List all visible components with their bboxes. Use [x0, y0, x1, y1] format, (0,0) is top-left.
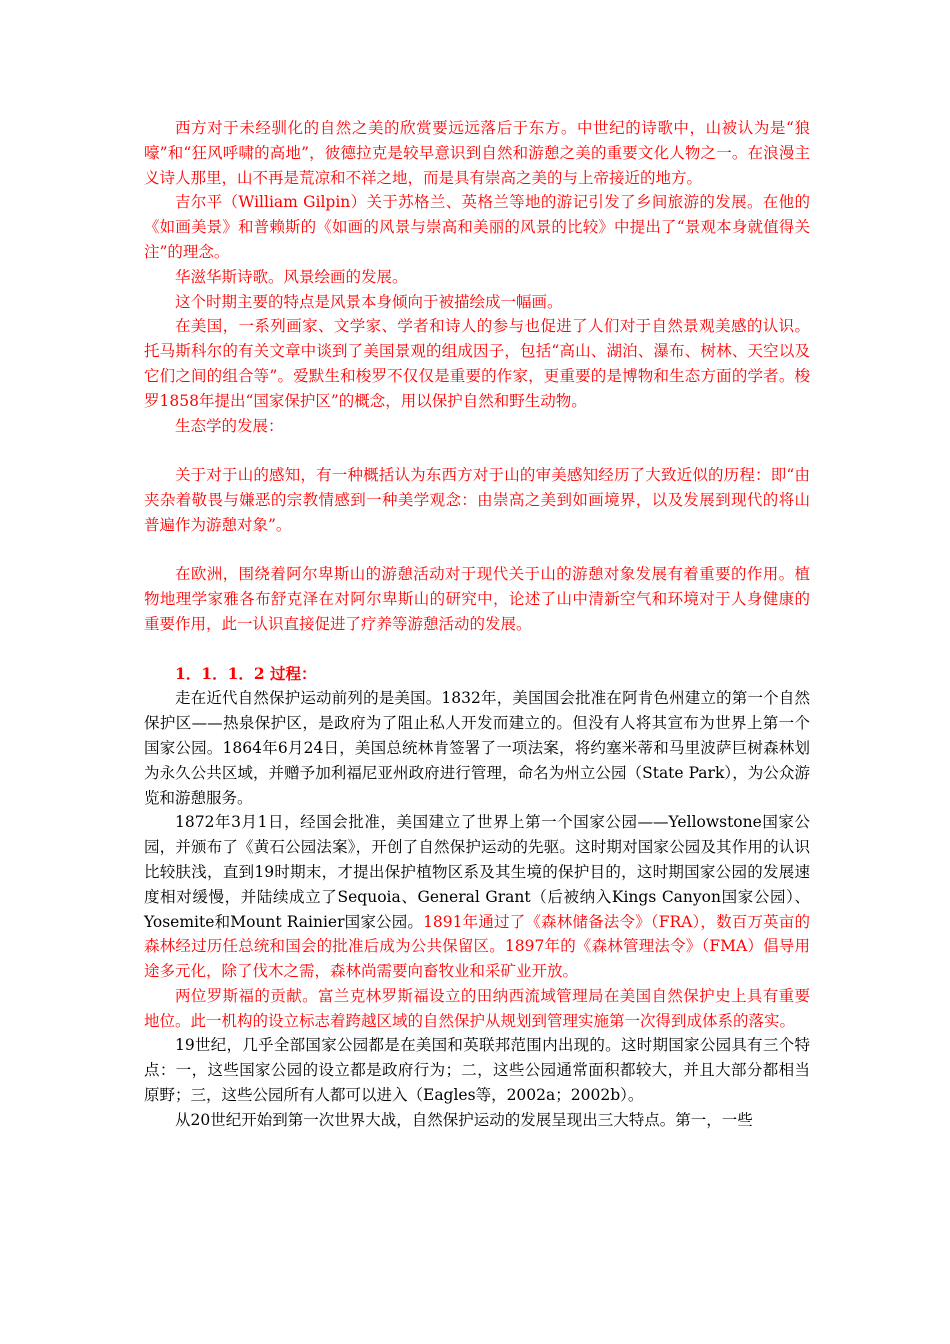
paragraph-western-appreciation: 西方对于未经驯化的自然之美的欣赏要远远落后于东方。中世纪的诗歌中，山被认为是“狼嚎”和“狂风呼啸的高地”，彼德拉克是较早意识到自然和游憩之美的重要文化人物之一。在浪漫主义诗人那里，山不再是荒凉和不祥之地，而是具有崇高之美的与上帝接近的地方。 — [144, 119, 810, 187]
paragraph-ecology: 生态学的发展： — [175, 416, 284, 435]
paragraph-us-leading: 走在近代自然保护运动前列的是美国。1832年，美国国会批准在阿肯色州建立的第一个自然保护区——热泉保护区，是政府为了阻止私人开发而建立的。但没有人将其宣布为世界上第一个国家公园。1864年6月24日，美国总统林肯签署了一项法案，将约塞米蒂和马里波萨巨树森林划为永久公共区域，并赠予加利福尼亚州政府进行管理，命名为州立公园（State Park），为公众游览和游憩服务。 — [144, 689, 810, 807]
paragraph-19th-century: 19世纪，几乎全部国家公园都是在美国和英联邦范围内出现的。这时期国家公园具有三个特点：一，这些国家公园的设立都是政府行为；二，这些公园通常面积都较大，并且大部分都相当原野；三，这些公园所有人都可以进入（Eagles等，2002a；2002b）。 — [144, 1036, 810, 1105]
paragraph-europe-alps: 在欧洲，围绕着阿尔卑斯山的游憩活动对于现代关于山的游憩对象发展有着重要的作用。植物地理学家雅各布舒克泽在对阿尔卑斯山的研究中，论述了山中清新空气和环境对于人身健康的重要作用，此一认识直接促进了疗养等游憩活动的发展。 — [144, 565, 810, 633]
blank-line — [144, 637, 810, 662]
paragraph-america-artists: 在美国，一系列画家、文学家、学者和诗人的参与也促进了人们对于自然景观美感的认识。托马斯科尔的有关文章中谈到了美国景观的组成因子，包括“高山、湖泊、瀑布、树林、天空以及它们之间的组合等”。爱默生和梭罗不仅仅是重要的作家，更重要的是博物和生态方面的学者。梭罗1858年提出“国家保护区”的概念，用以保护自然和野生动物。 — [144, 317, 810, 410]
section-heading: 1．1．1．2 过程： — [175, 663, 317, 683]
paragraph-20th-century: 从20世纪开始到第一次世界大战，自然保护运动的发展呈现出三大特点。第一，一些 — [175, 1110, 753, 1129]
forest-acts-text: 1891年通过了《森林储备法令》（FRA），数百万英亩的森林经过历任总统和国会的批准后成为公共保留区。1897年的《森林管理法令》（FMA）倡导用途多元化，除了伐木之需，森林尚需要向畜牧业和采矿业开放。 — [144, 912, 810, 981]
paragraph-roosevelt: 两位罗斯福的贡献。富兰克林罗斯福设立的田纳西流域管理局在美国自然保护史上具有重要地位。此一机构的设立标志着跨越区域的自然保护从规划到管理实施第一次得到成体系的落实。 — [144, 986, 810, 1030]
paragraph-wordsworth: 华滋华斯诗歌。风景绘画的发展。 — [175, 267, 408, 286]
paragraph-gilpin: 吉尔平（William Gilpin）关于苏格兰、英格兰等地的游记引发了乡间旅游的发展。在他的《如画美景》和普赖斯的《如画的风景与崇高和美丽的风景的比较》中提出了“景观本身就值得关注”的理念。 — [144, 193, 810, 261]
blank-line — [144, 438, 810, 463]
blank-line — [144, 538, 810, 563]
paragraph-yellowstone — [144, 810, 810, 984]
document-page — [144, 116, 810, 1133]
yellowstone-text: 1872年3月1日，经国会批准，美国建立了世界上第一个国家公园——Yellowstone国家公园，并颁布了《黄石公园法案》，开创了自然保护运动的先驱。这时期对国家公园及其作用的认识比较肤浅，直到19时期末，才提出保护植物区系及其生境的保护目的，这时期国家公园的发展速度相对缓慢，并陆续成立了Sequoia、General Grant（后被纳入Kings Canyon国家公园）、Yosemite和Mount Rainier国家公园。 — [144, 813, 810, 931]
paragraph-period-feature: 这个时期主要的特点是风景本身倾向于被描绘成一幅画。 — [175, 292, 563, 311]
paragraph-mountain-perception: 关于对于山的感知，有一种概括认为东西方对于山的审美感知经历了大致近似的历程：即“由夹杂着敬畏与嫌恶的宗教情感到一种美学观念：由崇高之美到如画境界，以及发展到现代的将山普遍作为游憩对象”。 — [144, 466, 810, 534]
